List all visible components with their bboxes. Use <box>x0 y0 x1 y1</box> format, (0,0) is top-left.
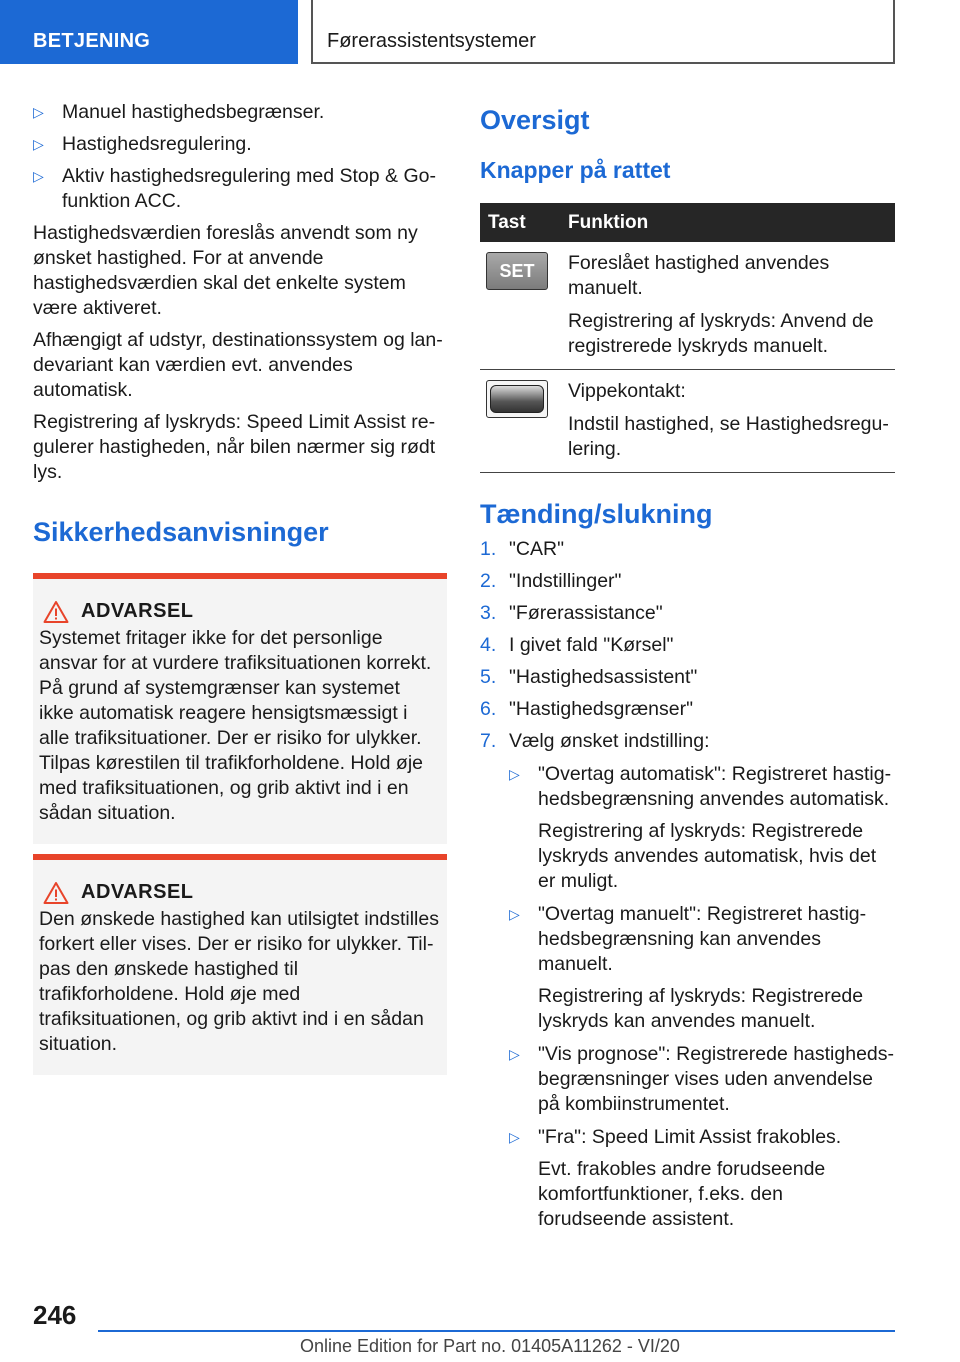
list-item: ▷ "Fra": Speed Limit Assist frakobles. Evt. frakobles andre forudseende komfortfunktioner, f.eks. den forudseende assistent. <box>509 1126 842 1230</box>
paragraph: Registrering af lyskryds: Speed Limit Assist regulerer hastigheden, når bilen nærmer sig rødt lys. <box>33 411 436 483</box>
safety-heading: Sikkerhedsanvisninger <box>33 517 329 547</box>
paragraph: Afhængigt af udstyr, destinationssystem og landevariant kan værdien evt. anvendes automatisk. <box>33 329 443 401</box>
list-item: 2. "Indstillinger" <box>480 570 622 592</box>
left-column <box>33 100 447 1075</box>
triangle-right-icon: ▷ <box>509 766 520 782</box>
triangle-right-icon: ▷ <box>509 906 520 922</box>
warning-triangle-icon <box>43 600 69 624</box>
overview-heading: Oversigt <box>480 105 590 135</box>
warning-box <box>33 573 447 844</box>
function-text: Foreslået hastighed anvendes manuelt. <box>568 252 830 299</box>
list-item: 3. "Førerassistance" <box>480 602 663 624</box>
footer-edition: Online Edition for Part no. 01405A11262 - VI/20 <box>300 1336 680 1356</box>
footer-divider <box>98 1330 895 1332</box>
right-column <box>480 100 895 1240</box>
list-item: 4. I givet fald "Kørsel" <box>480 634 674 656</box>
chapter-title: Førerassistentsystemer <box>311 0 895 64</box>
list-item: 5. "Hastighedsassistent" <box>480 666 698 688</box>
function-text: Registrering af lyskryds: Anvend de registrerede lyskryds manuelt. <box>568 310 874 357</box>
list-item: 6. "Hastighedsgrænser" <box>480 698 694 720</box>
warning-box <box>33 854 447 1075</box>
steering-buttons-heading: Knapper på rattet <box>480 157 671 183</box>
function-text: Indstil hastighed, se Hastighedsregulering. <box>568 413 889 460</box>
list-item: ▷ Aktiv hastighedsregulering med Stop & Go-funktion ACC. <box>33 165 436 212</box>
list-item: ▷ "Overtag automatisk": Registreret hastighedsbegrænsning anvendes automatisk. Registrering af lyskryds: Registrerede lyskryds anvendes automatisk, hvis det er muligt. <box>509 763 892 892</box>
warning-text: Den ønskede hastighed kan utilsigtet indstilles forkert eller vises. Der er risiko for ulykker. Tilpas den ønskede hastighed til trafikforholdene. Hold øje med trafiksituationen, og grib aktivt ind i en sådan situation. <box>39 908 439 1055</box>
set-button-icon: SET <box>486 252 548 290</box>
on-off-heading: Tænding/slukning <box>480 499 713 529</box>
warning-title: ADVARSEL <box>81 881 194 903</box>
steps-list <box>480 537 895 1232</box>
table-row <box>480 370 895 473</box>
options-list <box>509 762 895 1232</box>
column-header-function: Funktion <box>560 203 895 242</box>
list-item: 7. Vælg ønsket indstilling: ▷ "Overtag automatisk": Registreret hastighedsbegrænsning anvendes automatisk. Registrering af lyskryds: Registrerede lyskryds anvendes automatisk, hvis det er muligt. ▷ "Overtag manuelt": Registreret hastighedsbegrænsning kan anvendes manuelt. Registrering af lyskryds: Registrerede lyskryds kan anvendes manuelt. ▷ "Vis prognose": Registrerede hastighedsbegrænsninger vises uden anvendelse på kombiinstrumentet. ▷ "Fra": Speed Limit Assist frakobles. Evt. frakobles andre forudseende komfortfunktioner, f.eks. den forudseende assistent. <box>480 730 895 1230</box>
section-tab: BETJENING <box>0 0 298 64</box>
function-text: Vippekontakt: <box>568 380 686 402</box>
triangle-right-icon: ▷ <box>509 1129 520 1145</box>
triangle-right-icon: ▷ <box>33 104 44 120</box>
warning-triangle-icon <box>43 881 69 905</box>
column-header-key: Tast <box>480 203 560 242</box>
list-item: 1. "CAR" <box>480 538 565 560</box>
triangle-right-icon: ▷ <box>33 168 44 184</box>
table-row <box>480 242 895 370</box>
list-item: ▷ "Overtag manuelt": Registreret hastighedsbegrænsning kan anvendes manuelt. Registrering af lyskryds: Registrerede lyskryds kan anvendes manuelt. <box>509 903 867 1032</box>
page-number: 246 <box>33 1300 77 1330</box>
warning-text: Systemet fritager ikke for det personlige ansvar for at vurdere trafiksituationen korrekt. På grund af systemgrænser kan systemet ikke automatisk reagere hensigtsmæssigt i alle trafiksituationer. Der er risiko for ulykker. Tilpas kørestilen til trafikforholdene. Hold øje med trafiksituationen, og grib aktivt ind i en sådan situation. <box>39 627 432 824</box>
list-item: ▷ Hastighedsregulering. <box>33 133 252 155</box>
list-item: ▷ "Vis prognose": Registrerede hastighedsbegrænsninger vises uden anvendelse på kombiinstrumentet. <box>509 1043 895 1115</box>
list-item: ▷ Manuel hastighedsbegrænser. <box>33 101 325 123</box>
rocker-switch-icon <box>486 380 548 418</box>
warning-title: ADVARSEL <box>81 600 194 622</box>
buttons-table <box>480 203 895 473</box>
paragraph: Hastighedsværdien foreslås anvendt som ny ønsket hastighed. For at anvende hastighedsværdien skal det enkelte system være aktiveret. <box>33 222 418 319</box>
triangle-right-icon: ▷ <box>509 1046 520 1062</box>
triangle-right-icon: ▷ <box>33 136 44 152</box>
